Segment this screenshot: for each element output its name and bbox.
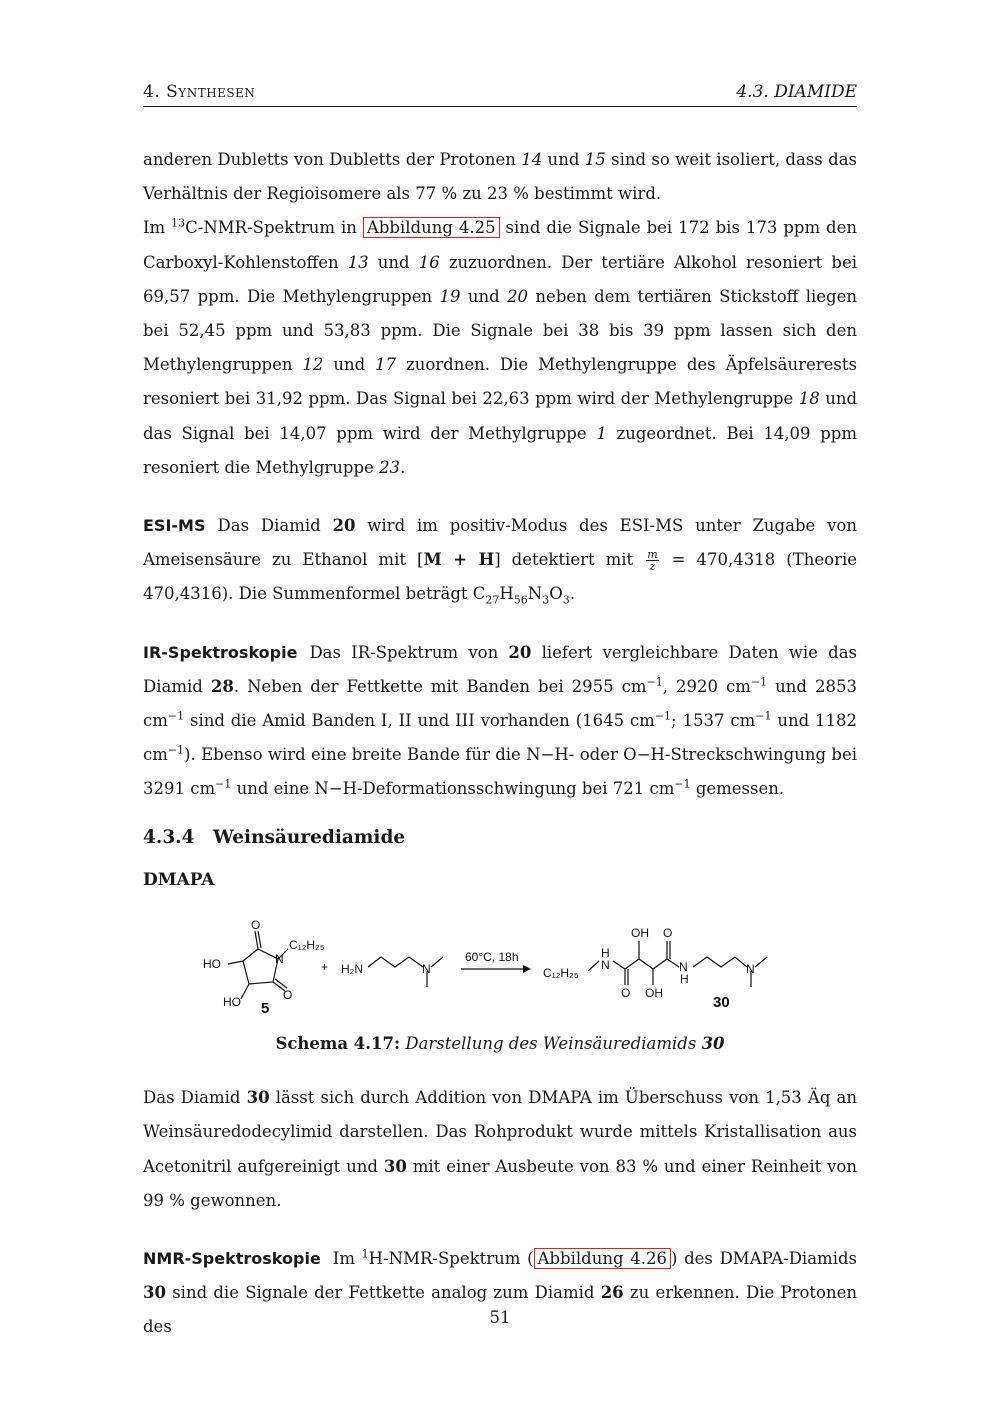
- section-title: 4.3. DIAMIDE: [736, 82, 857, 102]
- scheme-drawing: [203, 909, 803, 1019]
- scheme-caption: Schema 4.17: Darstellung des Weinsäurediamids 30: [275, 1034, 725, 1054]
- paragraph-synthesis: Das Diamid 30 lässt sich durch Addition von DMAPA im Überschuss von 1,53 Äq an Weinsäuredodecylimid darstellen. Das Rohprodukt wurde mittels Kristallisation aus Acetonitril aufgereinigt und 30 mit einer Ausbeute von 83 % und einer Reinheit von 99 % gewonnen.: [143, 1088, 857, 1210]
- paragraph-ir: IR-Spektroskopie Das IR-Spektrum von 20 liefert vergleichbare Daten wie das Diamid 28. Neben der Fettkette mit Banden bei 2955 $cm^{-1}$, 2920 $cm^{-1}$ und 2853 $cm^{-1}$ sind die Amid Banden I, II und III vorhanden (1645 $cm^{-1}$; 1537 $cm^{-1}$ und 1182 $cm^{-1}$). Ebenso wird eine breite Bande für die N−H- oder O−H-Streckschwingung bei 3291 $cm^{-1}$ und eine N−H-Deformationsschwingung bei 721 $cm^{-1}$ gemessen.: [143, 642, 858, 799]
- product-h2: H: [680, 972, 689, 987]
- product-c12h25: C₁₂H₂₅: [543, 966, 579, 981]
- running-header: [143, 82, 857, 107]
- chapter-title: 4. Synthesen: [143, 82, 256, 102]
- dmapa-n: N: [422, 962, 431, 977]
- esi-ms-heading: ESI-MS: [143, 516, 206, 536]
- dmapa-h2n: H₂N: [341, 962, 363, 977]
- product-n3: N: [746, 962, 755, 977]
- product-h1: H: [601, 946, 610, 961]
- ir-heading: IR-Spektroskopie: [143, 642, 298, 662]
- structure-5-ho2: HO: [223, 995, 241, 1010]
- structure-5-n: N: [275, 952, 284, 967]
- structure-5-ho1: HO: [203, 957, 221, 972]
- proton-ref: 15: [584, 150, 606, 169]
- structure-30: [588, 941, 767, 987]
- plus-sign: +: [321, 960, 329, 975]
- structure-dmapa: [368, 957, 443, 987]
- structure-5-o2: O: [283, 988, 293, 1003]
- compound-label-5: 5: [261, 1000, 270, 1018]
- product-o4: O: [621, 986, 631, 1001]
- structure-5-c12h25: C₁₂H₂₅: [289, 938, 325, 953]
- section-heading: 4.3.4 Weinsäurediamide: [143, 826, 406, 848]
- figure-link-4-26[interactable]: Abbildung 4.26: [534, 1248, 671, 1269]
- reaction-scheme: [143, 909, 857, 1019]
- proton-ref: 14: [521, 150, 543, 169]
- figure-link-4-25[interactable]: Abbildung 4.25: [363, 217, 500, 238]
- paragraph-regioisomers: anderen Dubletts von Dubletts der Protonen 14 und 15 sind so weit isoliert, dass das Verhältnis der Regioisomere als 77 % zu 23 % bestimmt wird.: [143, 150, 857, 204]
- product-o3: O: [663, 926, 673, 941]
- product-oh2: OH: [645, 986, 663, 1001]
- page-body: [143, 143, 857, 1345]
- subsection-heading: DMAPA: [143, 869, 215, 890]
- nmr-heading: NMR-Spektroskopie: [143, 1249, 321, 1269]
- product-oh1: OH: [631, 926, 649, 941]
- paragraph-esi-ms: ESI-MS Das Diamid 20 wird im positiv-Modus des ESI-MS unter Zugabe von Ameisensäure zu Ethanol mit [M + H] detektiert mit $\frac{m}{z}$ = 470,4318 (Theorie 470,4316). Die Summenformel beträgt $C_{27}H_{56}N_3O_3$.: [143, 516, 857, 607]
- paragraph-nmr: NMR-Spektroskopie Im $^1$H-NMR-Spektrum ( Abbildung 4.26 ) des DMAPA-Diamids 30 sind die Signale der Fettkette analog zum Diamid 26 zu erkennen. Die Protonen des: [143, 1247, 857, 1337]
- structure-5-o1: O: [251, 918, 261, 933]
- paragraph-13c-nmr: Im $^{13}$C-NMR-Spektrum in Abbildung 4.25 sind die Signale bei 172 bis 173 ppm den Carboxyl-Kohlenstoffen 13 und 16 zuzuordnen. Der tertiäre Alkohol resoniert bei 69,57 ppm. Die Methylengruppen 19 und 20 neben dem tertiären Stickstoff liegen bei 52,45 ppm und 53,83 ppm. Die Signale bei 38 bis 39 ppm lassen sich den Methylengruppen 12 und 17 zuordnen. Die Methylengruppe des Äpfelsäurerests resoniert bei 31,92 ppm. Das Signal bei 22,63 ppm wird der Methylengruppe 18 und das Signal bei 14,07 ppm wird der Methylgruppe 1 zugeordnet. Bei 14,09 ppm resoniert die Methylgruppe 23.: [143, 216, 858, 477]
- reaction-conditions: 60°C, 18h: [465, 950, 519, 965]
- mass-to-charge-fraction: $\frac{m}{z}$: [647, 548, 658, 574]
- product-n2: N: [679, 960, 688, 975]
- compound-label-30: 30: [713, 994, 730, 1012]
- product-n1: N: [601, 958, 610, 973]
- page-number: 51: [489, 1308, 511, 1327]
